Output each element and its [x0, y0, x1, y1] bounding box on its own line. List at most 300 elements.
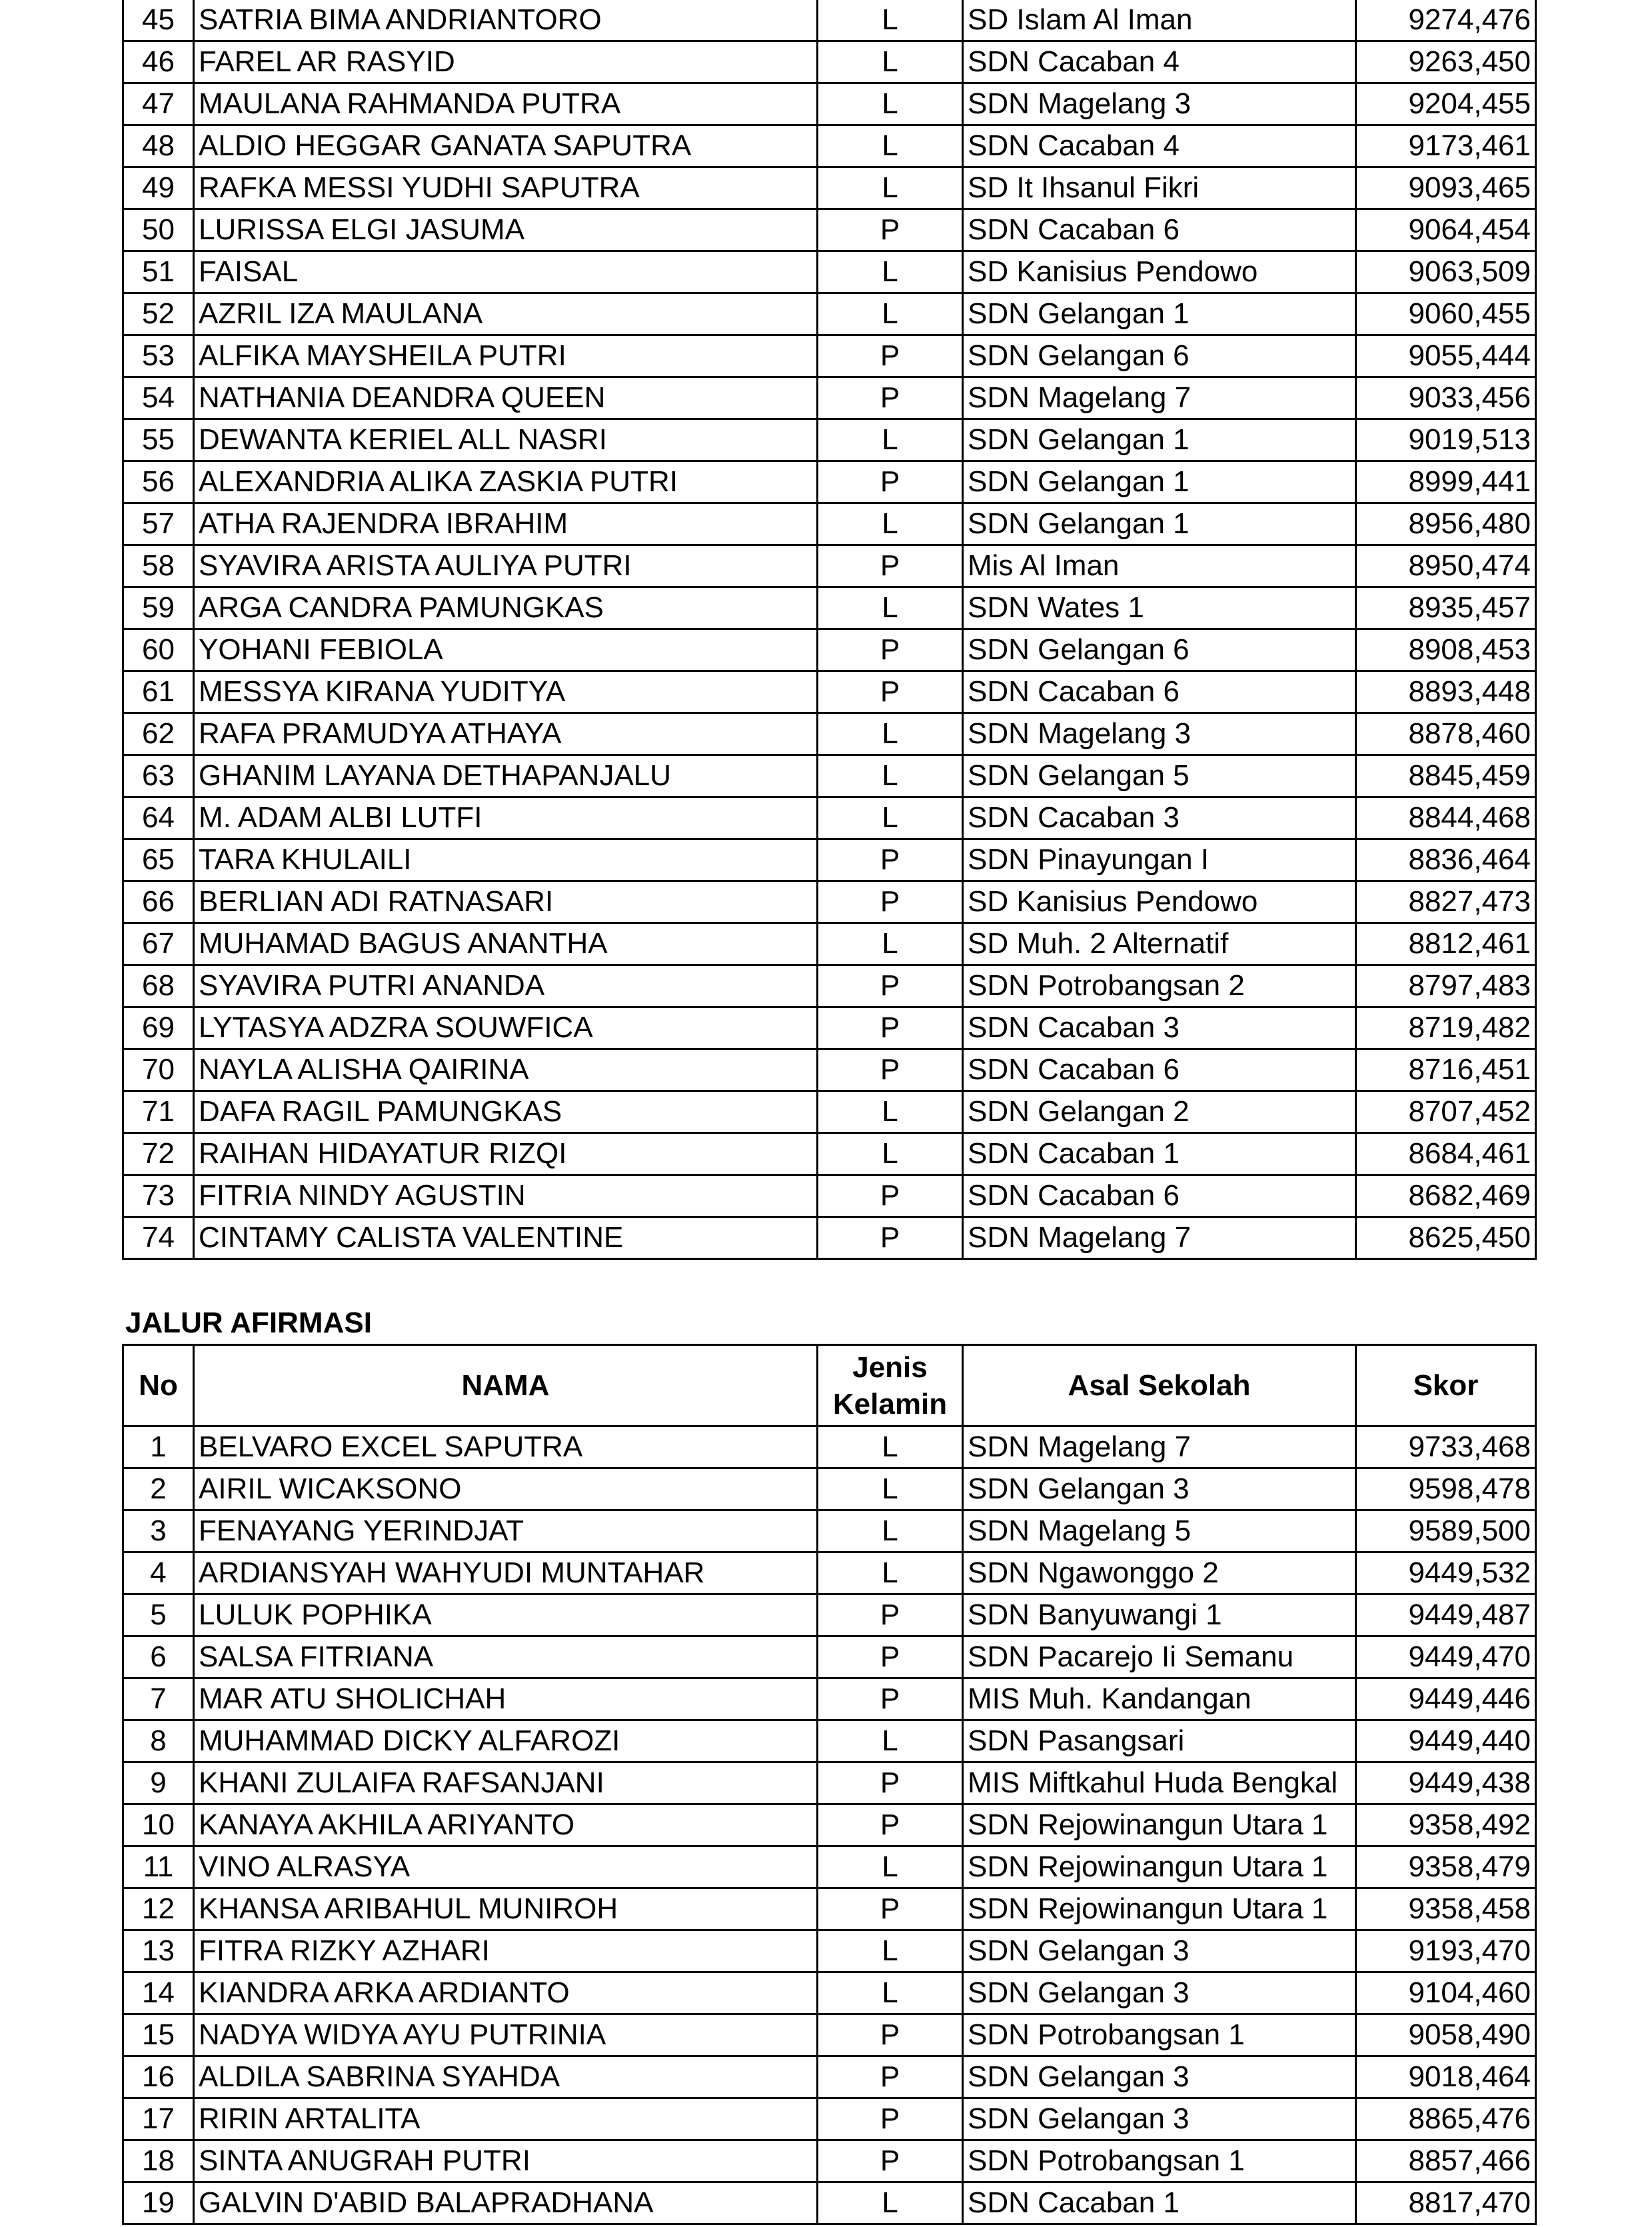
cell-nama: KHANSA ARIBAHUL MUNIROH: [194, 1888, 818, 1930]
cell-nama: ARDIANSYAH WAHYUDI MUNTAHAR: [194, 1552, 818, 1594]
cell-no: 57: [123, 503, 194, 545]
cell-jenis-kelamin: P: [818, 1804, 963, 1846]
afirmasi-table: [122, 1344, 1537, 2225]
cell-no: 5: [123, 1594, 194, 1636]
cell-asal-sekolah: SDN Gelangan 3: [963, 1468, 1356, 1510]
cell-asal-sekolah: SDN Cacaban 6: [963, 1175, 1356, 1217]
cell-nama: KIANDRA ARKA ARDIANTO: [194, 1972, 818, 2014]
cell-no: 1: [123, 1426, 194, 1468]
cell-jenis-kelamin: L: [818, 1972, 963, 2014]
cell-asal-sekolah: SDN Pacarejo Ii Semanu: [963, 1636, 1356, 1678]
cell-skor: 9093,465: [1356, 167, 1536, 209]
cell-asal-sekolah: SDN Cacaban 4: [963, 125, 1356, 167]
cell-nama: RAIHAN HIDAYATUR RIZQI: [194, 1133, 818, 1175]
table-row: [123, 503, 1536, 545]
cell-no: 11: [123, 1846, 194, 1888]
cell-nama: BELVARO EXCEL SAPUTRA: [194, 1426, 818, 1468]
cell-nama: NATHANIA DEANDRA QUEEN: [194, 377, 818, 419]
cell-skor: 9449,440: [1356, 1720, 1536, 1762]
cell-nama: GHANIM LAYANA DETHAPANJALU: [194, 755, 818, 797]
cell-nama: BERLIAN ADI RATNASARI: [194, 881, 818, 923]
header-jenis-kelamin: [818, 1345, 963, 1426]
table-row: [123, 839, 1536, 881]
cell-no: 69: [123, 1007, 194, 1049]
table-row: [123, 209, 1536, 251]
table-row: [123, 1804, 1536, 1846]
cell-nama: TARA KHULAILI: [194, 839, 818, 881]
cell-jenis-kelamin: P: [818, 1007, 963, 1049]
cell-nama: GALVIN D'ABID BALAPRADHANA: [194, 2182, 818, 2224]
cell-nama: FITRIA NINDY AGUSTIN: [194, 1175, 818, 1217]
cell-jenis-kelamin: L: [818, 1510, 963, 1552]
cell-no: 4: [123, 1552, 194, 1594]
cell-asal-sekolah: SDN Gelangan 6: [963, 335, 1356, 377]
cell-asal-sekolah: SDN Rejowinangun Utara 1: [963, 1846, 1356, 1888]
cell-jenis-kelamin: P: [818, 839, 963, 881]
cell-nama: RAFKA MESSI YUDHI SAPUTRA: [194, 167, 818, 209]
cell-nama: FAREL AR RASYID: [194, 41, 818, 83]
cell-no: 58: [123, 545, 194, 587]
cell-asal-sekolah: SDN Magelang 7: [963, 1426, 1356, 1468]
table-row: [123, 0, 1536, 41]
table-row: [123, 251, 1536, 293]
table-row: [123, 1594, 1536, 1636]
cell-no: 6: [123, 1636, 194, 1678]
table-row: [123, 419, 1536, 461]
cell-skor: 8999,441: [1356, 461, 1536, 503]
cell-no: 13: [123, 1930, 194, 1972]
cell-nama: RIRIN ARTALITA: [194, 2098, 818, 2140]
cell-jenis-kelamin: P: [818, 461, 963, 503]
cell-skor: 9204,455: [1356, 83, 1536, 125]
cell-skor: 8935,457: [1356, 587, 1536, 629]
cell-no: 67: [123, 923, 194, 965]
cell-nama: RAFA PRAMUDYA ATHAYA: [194, 713, 818, 755]
cell-skor: 9274,476: [1356, 0, 1536, 41]
cell-no: 63: [123, 755, 194, 797]
cell-jenis-kelamin: L: [818, 587, 963, 629]
cell-no: 68: [123, 965, 194, 1007]
header-skor: Skor: [1356, 1345, 1536, 1426]
cell-nama: ARGA CANDRA PAMUNGKAS: [194, 587, 818, 629]
table-row: [123, 1133, 1536, 1175]
cell-jenis-kelamin: P: [818, 671, 963, 713]
cell-jenis-kelamin: L: [818, 125, 963, 167]
cell-nama: MESSYA KIRANA YUDITYA: [194, 671, 818, 713]
cell-jenis-kelamin: P: [818, 2014, 963, 2056]
cell-skor: 9449,487: [1356, 1594, 1536, 1636]
cell-skor: 8719,482: [1356, 1007, 1536, 1049]
cell-no: 61: [123, 671, 194, 713]
cell-asal-sekolah: SDN Cacaban 4: [963, 41, 1356, 83]
table-row: [123, 335, 1536, 377]
cell-asal-sekolah: SDN Gelangan 1: [963, 419, 1356, 461]
table-row: [123, 1678, 1536, 1720]
table-row: [123, 965, 1536, 1007]
cell-skor: 9060,455: [1356, 293, 1536, 335]
table-row: [123, 1007, 1536, 1049]
cell-no: 65: [123, 839, 194, 881]
cell-asal-sekolah: SDN Magelang 3: [963, 83, 1356, 125]
cell-no: 71: [123, 1091, 194, 1133]
cell-no: 2: [123, 1468, 194, 1510]
cell-jenis-kelamin: P: [818, 545, 963, 587]
cell-nama: MUHAMMAD DICKY ALFAROZI: [194, 1720, 818, 1762]
table-row: [123, 671, 1536, 713]
cell-asal-sekolah: SDN Magelang 5: [963, 1510, 1356, 1552]
table-row: [123, 1468, 1536, 1510]
cell-nama: SALSA FITRIANA: [194, 1636, 818, 1678]
table-row: [123, 461, 1536, 503]
table-row: [123, 2140, 1536, 2182]
cell-skor: 9173,461: [1356, 125, 1536, 167]
cell-asal-sekolah: SD Kanisius Pendowo: [963, 251, 1356, 293]
cell-asal-sekolah: SDN Gelangan 3: [963, 2098, 1356, 2140]
cell-skor: 8956,480: [1356, 503, 1536, 545]
cell-skor: 9449,532: [1356, 1552, 1536, 1594]
table-row: [123, 1510, 1536, 1552]
cell-asal-sekolah: SDN Cacaban 3: [963, 797, 1356, 839]
table-row: [123, 41, 1536, 83]
table-row: [123, 1720, 1536, 1762]
cell-nama: VINO ALRASYA: [194, 1846, 818, 1888]
cell-no: 59: [123, 587, 194, 629]
table-row: [123, 755, 1536, 797]
cell-skor: 8950,474: [1356, 545, 1536, 587]
cell-jenis-kelamin: P: [818, 335, 963, 377]
cell-jenis-kelamin: L: [818, 1468, 963, 1510]
cell-nama: DAFA RAGIL PAMUNGKAS: [194, 1091, 818, 1133]
cell-jenis-kelamin: L: [818, 41, 963, 83]
cell-nama: SINTA ANUGRAH PUTRI: [194, 2140, 818, 2182]
cell-jenis-kelamin: P: [818, 1594, 963, 1636]
cell-asal-sekolah: SDN Gelangan 6: [963, 629, 1356, 671]
cell-no: 54: [123, 377, 194, 419]
cell-asal-sekolah: SDN Ngawonggo 2: [963, 1552, 1356, 1594]
cell-nama: KANAYA AKHILA ARIYANTO: [194, 1804, 818, 1846]
cell-nama: AZRIL IZA MAULANA: [194, 293, 818, 335]
table-row: [123, 2098, 1536, 2140]
cell-no: 46: [123, 41, 194, 83]
table-row: [123, 377, 1536, 419]
cell-jenis-kelamin: L: [818, 923, 963, 965]
cell-asal-sekolah: SDN Magelang 7: [963, 377, 1356, 419]
cell-jenis-kelamin: P: [818, 881, 963, 923]
table-row: [123, 1846, 1536, 1888]
cell-asal-sekolah: SDN Potrobangsan 1: [963, 2140, 1356, 2182]
cell-jenis-kelamin: L: [818, 1426, 963, 1468]
table-row: [123, 2014, 1536, 2056]
cell-no: 66: [123, 881, 194, 923]
section-title-jalur-afirmasi: JALUR AFIRMASI: [125, 1306, 372, 1339]
cell-no: 47: [123, 83, 194, 125]
cell-no: 51: [123, 251, 194, 293]
cell-skor: 8857,466: [1356, 2140, 1536, 2182]
cell-skor: 9598,478: [1356, 1468, 1536, 1510]
cell-skor: 9358,458: [1356, 1888, 1536, 1930]
ranking-table-body: [123, 0, 1536, 1259]
cell-skor: 8878,460: [1356, 713, 1536, 755]
cell-asal-sekolah: SD Muh. 2 Alternatif: [963, 923, 1356, 965]
header-jenis-line2: Kelamin: [832, 1387, 948, 1420]
cell-nama: MAR ATU SHOLICHAH: [194, 1678, 818, 1720]
cell-no: 3: [123, 1510, 194, 1552]
table-row: [123, 125, 1536, 167]
cell-nama: SYAVIRA ARISTA AULIYA PUTRI: [194, 545, 818, 587]
cell-asal-sekolah: SDN Gelangan 2: [963, 1091, 1356, 1133]
cell-no: 19: [123, 2182, 194, 2224]
cell-nama: NAYLA ALISHA QAIRINA: [194, 1049, 818, 1091]
cell-no: 17: [123, 2098, 194, 2140]
cell-asal-sekolah: SDN Rejowinangun Utara 1: [963, 1888, 1356, 1930]
cell-skor: 8893,448: [1356, 671, 1536, 713]
cell-asal-sekolah: SDN Gelangan 1: [963, 503, 1356, 545]
header-jenis-line1: Jenis: [852, 1350, 928, 1384]
cell-jenis-kelamin: L: [818, 2182, 963, 2224]
header-no: No: [123, 1345, 194, 1426]
cell-jenis-kelamin: P: [818, 2098, 963, 2140]
cell-jenis-kelamin: P: [818, 377, 963, 419]
cell-skor: 9263,450: [1356, 41, 1536, 83]
cell-nama: FITRA RIZKY AZHARI: [194, 1930, 818, 1972]
cell-jenis-kelamin: L: [818, 1930, 963, 1972]
cell-no: 49: [123, 167, 194, 209]
cell-jenis-kelamin: L: [818, 293, 963, 335]
cell-skor: 9449,438: [1356, 1762, 1536, 1804]
cell-jenis-kelamin: L: [818, 1720, 963, 1762]
cell-asal-sekolah: SDN Wates 1: [963, 587, 1356, 629]
cell-jenis-kelamin: P: [818, 1636, 963, 1678]
cell-skor: 8716,451: [1356, 1049, 1536, 1091]
cell-no: 9: [123, 1762, 194, 1804]
cell-skor: 8684,461: [1356, 1133, 1536, 1175]
cell-jenis-kelamin: L: [818, 1133, 963, 1175]
cell-jenis-kelamin: L: [818, 713, 963, 755]
cell-nama: KHANI ZULAIFA RAFSANJANI: [194, 1762, 818, 1804]
cell-asal-sekolah: Mis Al Iman: [963, 545, 1356, 587]
cell-nama: NADYA WIDYA AYU PUTRINIA: [194, 2014, 818, 2056]
table-row: [123, 545, 1536, 587]
cell-jenis-kelamin: P: [818, 1888, 963, 1930]
afirmasi-table-header: [123, 1345, 1536, 1426]
cell-skor: 8845,459: [1356, 755, 1536, 797]
cell-jenis-kelamin: L: [818, 419, 963, 461]
cell-no: 8: [123, 1720, 194, 1762]
cell-no: 72: [123, 1133, 194, 1175]
afirmasi-table-body: [123, 1426, 1536, 2224]
cell-asal-sekolah: SDN Cacaban 1: [963, 1133, 1356, 1175]
cell-nama: DEWANTA KERIEL ALL NASRI: [194, 419, 818, 461]
cell-nama: FENAYANG YERINDJAT: [194, 1510, 818, 1552]
cell-jenis-kelamin: L: [818, 1552, 963, 1594]
cell-no: 14: [123, 1972, 194, 2014]
cell-nama: ALFIKA MAYSHEILA PUTRI: [194, 335, 818, 377]
table-row: [123, 1888, 1536, 1930]
cell-nama: ALDILA SABRINA SYAHDA: [194, 2056, 818, 2098]
cell-jenis-kelamin: P: [818, 629, 963, 671]
table-row: [123, 293, 1536, 335]
cell-nama: ATHA RAJENDRA IBRAHIM: [194, 503, 818, 545]
cell-skor: 9193,470: [1356, 1930, 1536, 1972]
cell-no: 50: [123, 209, 194, 251]
cell-asal-sekolah: SDN Cacaban 6: [963, 1049, 1356, 1091]
cell-no: 62: [123, 713, 194, 755]
cell-asal-sekolah: SDN Cacaban 6: [963, 671, 1356, 713]
cell-no: 52: [123, 293, 194, 335]
header-nama: NAMA: [194, 1345, 818, 1426]
cell-skor: 8625,450: [1356, 1217, 1536, 1259]
cell-asal-sekolah: MIS Muh. Kandangan: [963, 1678, 1356, 1720]
table-row: [123, 1930, 1536, 1972]
cell-jenis-kelamin: L: [818, 755, 963, 797]
cell-skor: 9019,513: [1356, 419, 1536, 461]
cell-asal-sekolah: SDN Pinayungan I: [963, 839, 1356, 881]
cell-no: 53: [123, 335, 194, 377]
cell-asal-sekolah: MIS Miftkahul Huda Bengkal: [963, 1762, 1356, 1804]
cell-asal-sekolah: SD Islam Al Iman: [963, 0, 1356, 41]
cell-asal-sekolah: SDN Gelangan 1: [963, 293, 1356, 335]
cell-nama: M. ADAM ALBI LUTFI: [194, 797, 818, 839]
cell-nama: ALEXANDRIA ALIKA ZASKIA PUTRI: [194, 461, 818, 503]
cell-asal-sekolah: SDN Banyuwangi 1: [963, 1594, 1356, 1636]
cell-jenis-kelamin: P: [818, 965, 963, 1007]
cell-skor: 9358,479: [1356, 1846, 1536, 1888]
cell-skor: 9064,454: [1356, 209, 1536, 251]
cell-jenis-kelamin: L: [818, 1846, 963, 1888]
cell-no: 64: [123, 797, 194, 839]
cell-skor: 9063,509: [1356, 251, 1536, 293]
table-row: [123, 2182, 1536, 2224]
table-row: [123, 881, 1536, 923]
cell-jenis-kelamin: L: [818, 503, 963, 545]
table-row: [123, 1552, 1536, 1594]
cell-jenis-kelamin: P: [818, 1217, 963, 1259]
cell-asal-sekolah: SDN Potrobangsan 1: [963, 2014, 1356, 2056]
cell-no: 48: [123, 125, 194, 167]
cell-nama: FAISAL: [194, 251, 818, 293]
table-row: [123, 797, 1536, 839]
table-row: [123, 167, 1536, 209]
cell-asal-sekolah: SDN Gelangan 1: [963, 461, 1356, 503]
cell-skor: 8817,470: [1356, 2182, 1536, 2224]
table-row: [123, 923, 1536, 965]
cell-asal-sekolah: SD It Ihsanul Fikri: [963, 167, 1356, 209]
cell-skor: 9449,446: [1356, 1678, 1536, 1720]
cell-asal-sekolah: SDN Gelangan 5: [963, 755, 1356, 797]
cell-no: 12: [123, 1888, 194, 1930]
cell-asal-sekolah: SD Kanisius Pendowo: [963, 881, 1356, 923]
cell-skor: 8707,452: [1356, 1091, 1536, 1133]
cell-asal-sekolah: SDN Potrobangsan 2: [963, 965, 1356, 1007]
cell-nama: MUHAMAD BAGUS ANANTHA: [194, 923, 818, 965]
cell-skor: 8797,483: [1356, 965, 1536, 1007]
cell-jenis-kelamin: P: [818, 1762, 963, 1804]
cell-jenis-kelamin: P: [818, 1175, 963, 1217]
cell-asal-sekolah: SDN Rejowinangun Utara 1: [963, 1804, 1356, 1846]
cell-asal-sekolah: SDN Cacaban 1: [963, 2182, 1356, 2224]
table-row: [123, 83, 1536, 125]
table-row: [123, 1091, 1536, 1133]
table-row: [123, 1762, 1536, 1804]
cell-no: 70: [123, 1049, 194, 1091]
cell-asal-sekolah: SDN Pasangsari: [963, 1720, 1356, 1762]
cell-no: 10: [123, 1804, 194, 1846]
cell-no: 15: [123, 2014, 194, 2056]
cell-skor: 9733,468: [1356, 1426, 1536, 1468]
cell-skor: 8812,461: [1356, 923, 1536, 965]
cell-jenis-kelamin: L: [818, 797, 963, 839]
cell-jenis-kelamin: L: [818, 0, 963, 41]
cell-asal-sekolah: SDN Gelangan 3: [963, 2056, 1356, 2098]
table-row: [123, 1972, 1536, 2014]
cell-no: 55: [123, 419, 194, 461]
cell-skor: 8682,469: [1356, 1175, 1536, 1217]
cell-skor: 8836,464: [1356, 839, 1536, 881]
cell-no: 18: [123, 2140, 194, 2182]
cell-nama: SYAVIRA PUTRI ANANDA: [194, 965, 818, 1007]
cell-skor: 9018,464: [1356, 2056, 1536, 2098]
table-row: [123, 1636, 1536, 1678]
cell-asal-sekolah: SDN Gelangan 3: [963, 1930, 1356, 1972]
cell-asal-sekolah: SDN Magelang 3: [963, 713, 1356, 755]
cell-jenis-kelamin: P: [818, 1678, 963, 1720]
cell-jenis-kelamin: L: [818, 251, 963, 293]
cell-skor: 9104,460: [1356, 1972, 1536, 2014]
cell-skor: 9033,456: [1356, 377, 1536, 419]
cell-nama: LYTASYA ADZRA SOUWFICA: [194, 1007, 818, 1049]
cell-jenis-kelamin: P: [818, 2056, 963, 2098]
cell-nama: YOHANI FEBIOLA: [194, 629, 818, 671]
cell-no: 60: [123, 629, 194, 671]
cell-nama: ALDIO HEGGAR GANATA SAPUTRA: [194, 125, 818, 167]
cell-skor: 9449,470: [1356, 1636, 1536, 1678]
cell-skor: 9358,492: [1356, 1804, 1536, 1846]
cell-skor: 8844,468: [1356, 797, 1536, 839]
cell-skor: 8827,473: [1356, 881, 1536, 923]
ranking-table-continued: [122, 0, 1537, 1260]
cell-jenis-kelamin: P: [818, 209, 963, 251]
cell-jenis-kelamin: P: [818, 1049, 963, 1091]
cell-nama: SATRIA BIMA ANDRIANTORO: [194, 0, 818, 41]
cell-jenis-kelamin: L: [818, 167, 963, 209]
cell-nama: MAULANA RAHMANDA PUTRA: [194, 83, 818, 125]
cell-asal-sekolah: SDN Cacaban 3: [963, 1007, 1356, 1049]
header-asal-sekolah: Asal Sekolah: [963, 1345, 1356, 1426]
cell-skor: 9589,500: [1356, 1510, 1536, 1552]
cell-nama: CINTAMY CALISTA VALENTINE: [194, 1217, 818, 1259]
table-row: [123, 1175, 1536, 1217]
table-row: [123, 587, 1536, 629]
cell-asal-sekolah: SDN Gelangan 3: [963, 1972, 1356, 2014]
cell-asal-sekolah: SDN Cacaban 6: [963, 209, 1356, 251]
cell-no: 7: [123, 1678, 194, 1720]
cell-jenis-kelamin: L: [818, 1091, 963, 1133]
cell-nama: LULUK POPHIKA: [194, 1594, 818, 1636]
table-row: [123, 713, 1536, 755]
cell-skor: 8865,476: [1356, 2098, 1536, 2140]
cell-no: 74: [123, 1217, 194, 1259]
cell-asal-sekolah: SDN Magelang 7: [963, 1217, 1356, 1259]
cell-no: 73: [123, 1175, 194, 1217]
cell-no: 16: [123, 2056, 194, 2098]
cell-skor: 8908,453: [1356, 629, 1536, 671]
table-row: [123, 2056, 1536, 2098]
table-row: [123, 1049, 1536, 1091]
cell-no: 45: [123, 0, 194, 41]
cell-jenis-kelamin: P: [818, 2140, 963, 2182]
table-row: [123, 1426, 1536, 1468]
cell-skor: 9055,444: [1356, 335, 1536, 377]
